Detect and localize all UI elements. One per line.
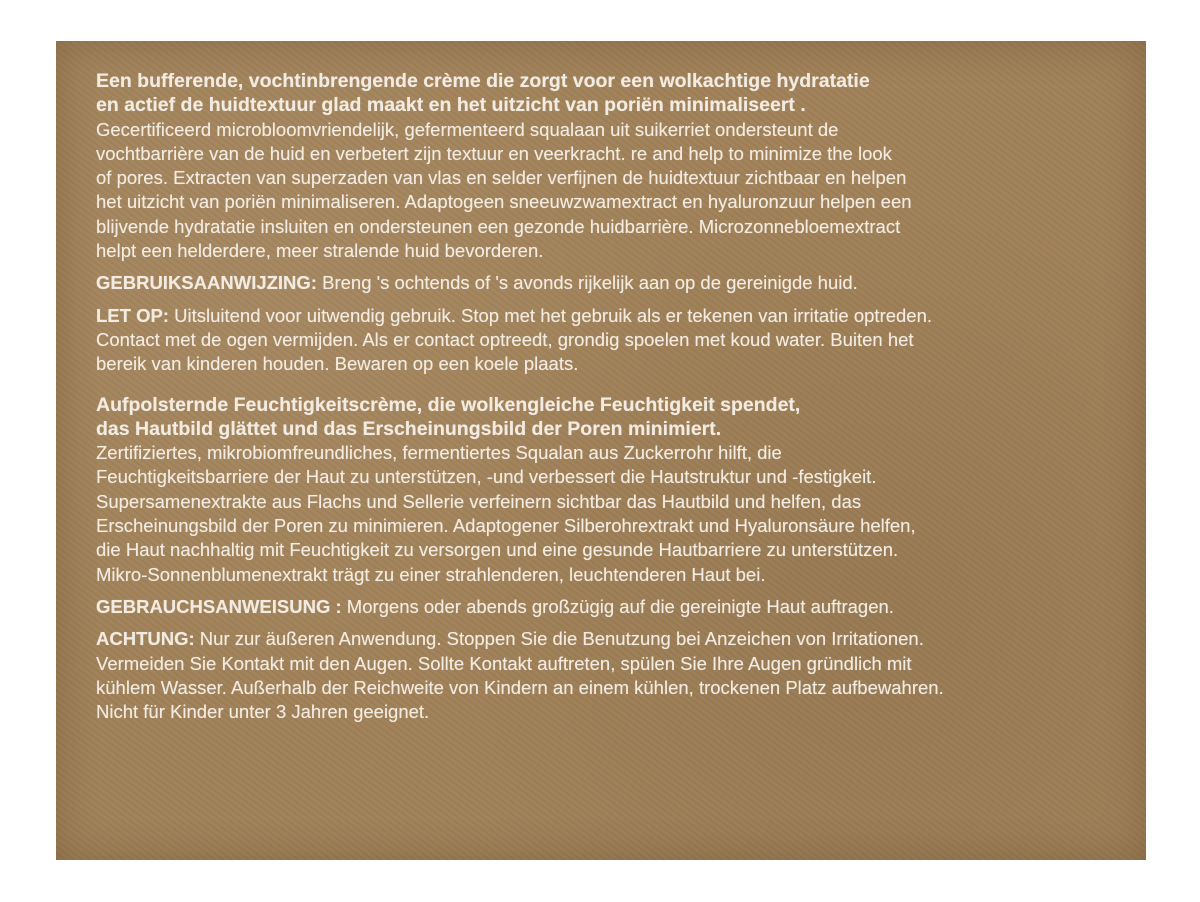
german-caution-line-3: kühlem Wasser. Außerhalb der Reichweite von Kindern an einem kühlen, trockenen Platz aufbewahren. [96,676,944,698]
dutch-body-line-6: helpt een helderdere, meer stralende huid bevorderen. [96,240,544,262]
german-usage-text: Morgens oder abends großzügig auf die gereinigte Haut auftragen. [341,595,894,617]
german-body-line-6: Mikro-Sonnenblumenextrakt trägt zu einer strahlenderen, leuchtenderen Haut bei. [96,563,766,585]
dutch-body-line-4: het uitzicht van poriën minimaliseren. Adaptogeen sneeuwzwamextract en hyaluronzuur helpen een [96,191,912,213]
german-headline-line-1: Aufpolsternde Feuchtigkeitscrème, die wolkengleiche Feuchtigkeit spendet, [96,393,801,416]
dutch-body-line-1: Gecertificeerd microbloomvriendelijk, gefermenteerd squalaan uit suikerriet ondersteunt de [96,118,839,140]
german-body-line-3: Supersamenextrakte aus Flachs und Sellerie verfeinern sichtbar das Hautbild und helfen, das [96,490,862,512]
german-caution-text-1: Nur zur äußeren Anwendung. Stoppen Sie die Benutzung bei Anzeichen von Irritationen. [194,628,924,650]
german-body-line-2: Feuchtigkeitsbarriere der Haut zu unterstützen, -und verbessert die Hautstruktur und -festigkeit. [96,466,877,488]
german-body-line-1: Zertifiziertes, mikrobiomfreundliches, fermentiertes Squalan aus Zuckerrohr hilft, die [96,442,782,464]
german-body-line-5: die Haut nachhaltig mit Feuchtigkeit zu versorgen und eine gesunde Hautbarriere zu unterstützen. [96,539,899,561]
dutch-caution-line-3: bereik van kinderen houden. Bewaren op een koele plaats. [96,353,579,375]
dutch-caution-line-2: Contact met de ogen vermijden. Als er contact optreedt, grondig spoelen met koud water. Buiten het [96,328,914,350]
dutch-usage-text: Breng 's ochtends of 's avonds rijkelijk aan op de gereinigde huid. [316,272,858,294]
german-body-line-4: Erscheinungsbild der Poren zu minimieren. Adaptogener Silberohrextrakt und Hyaluronsäure helfen, [96,515,916,537]
german-caution-line-4: Nicht für Kinder unter 3 Jahren geeignet. [96,701,430,723]
dutch-usage-label: GEBRUIKSAANWIJZING: [96,272,317,294]
dutch-headline-line-1: Een bufferende, vochtinbrengende crème die zorgt voor een wolkachtige hydratatie [96,70,870,92]
kraft-paper-label [56,41,1146,860]
german-headline-line-2: das Hautbild glättet und das Erscheinungsbild der Poren minimiert. [96,417,722,440]
dutch-caution-label: LET OP: [96,304,169,326]
dutch-usage [96,271,1126,295]
label-text-block [96,69,1126,724]
german-caution-line-1 [96,627,1126,651]
dutch-section [96,69,1126,377]
dutch-headline-line-2: en actief de huidtextuur glad maakt en het uitzicht van poriën minimaliseert . [96,94,806,117]
german-usage [96,595,1126,619]
dutch-body-line-5: blijvende hydratatie insluiten en ondersteunen een gezonde huidbarrière. Microzonnebloemextract [96,215,901,237]
german-usage-label: GEBRAUCHSANWEISUNG : [96,595,342,617]
dutch-body-line-2: vochtbarrière van de huid en verbetert zijn textuur en veerkracht. re and help to minimize the look [96,142,892,164]
german-caution-label: ACHTUNG: [96,628,195,650]
german-section [96,393,1126,725]
dutch-body-line-3: of pores. Extracten van superzaden van vlas en selder verfijnen de huidtextuur zichtbaar en helpen [96,167,907,189]
dutch-caution-line-1 [96,304,1126,328]
german-caution-line-2: Vermeiden Sie Kontakt mit den Augen. Sollte Kontakt auftreten, spülen Sie Ihre Augen gründlich mit [96,652,912,674]
dutch-caution-text-1: Uitsluitend voor uitwendig gebruik. Stop met het gebruik als er tekenen van irritatie optreden. [168,304,933,326]
